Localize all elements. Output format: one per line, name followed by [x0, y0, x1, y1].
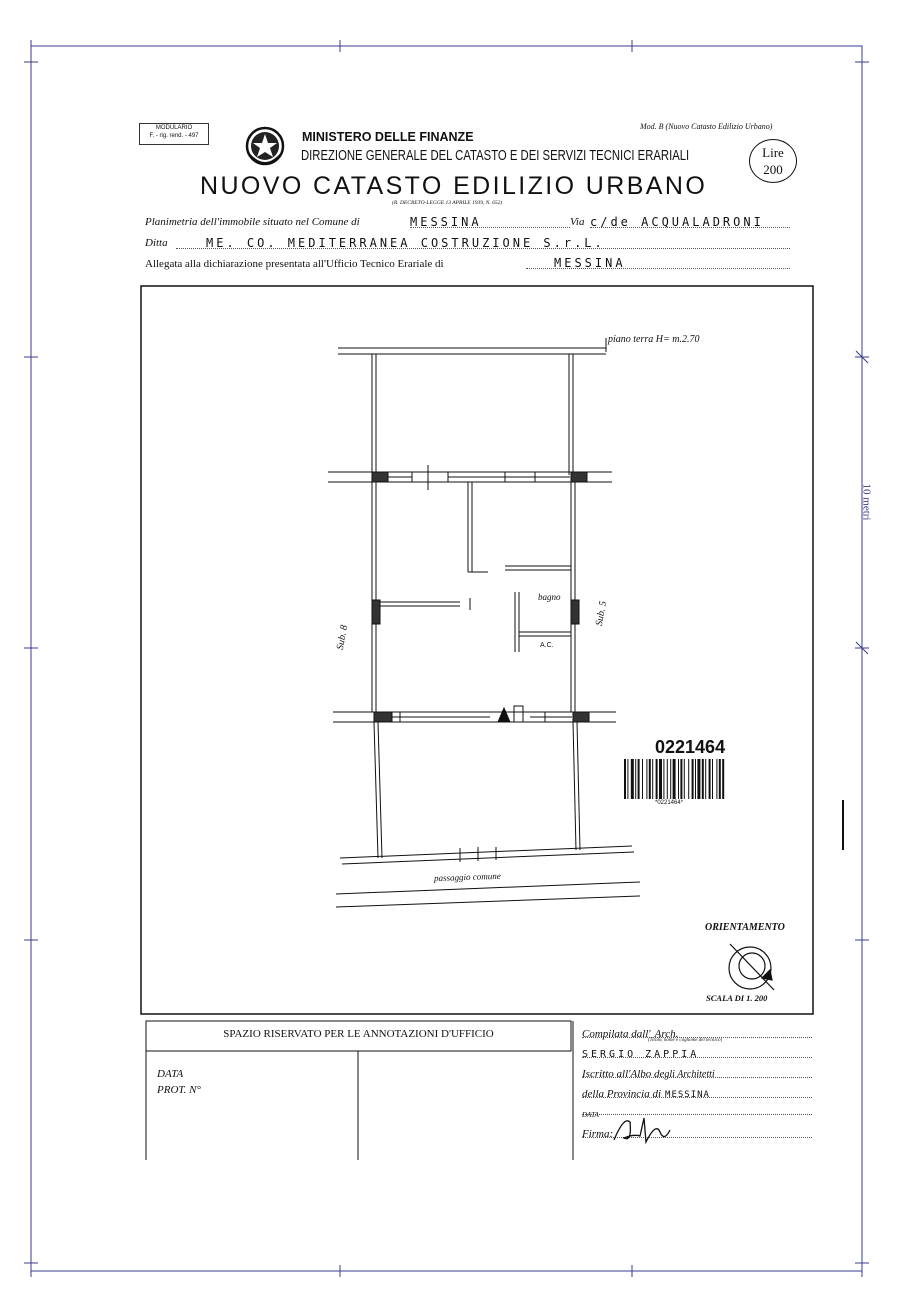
prot-label: PROT. N°	[157, 1084, 201, 1096]
data2-label: DATA	[582, 1111, 599, 1119]
data-label: DATA	[157, 1068, 184, 1080]
barcode-bar	[709, 759, 711, 799]
iscritto-label: Iscritto all'Albo de	[582, 1068, 665, 1080]
modulario-code: F. - rig. rend. - 497	[149, 133, 199, 139]
barcode-bar	[702, 759, 704, 799]
barcode-bar	[659, 759, 662, 799]
reserved-space-title: SPAZIO RISERVATO PER LE ANNOTAZIONI D'UFFICIO	[223, 1028, 494, 1040]
floor-note: piano terra H= m.2.70	[608, 334, 700, 345]
barcode-bar	[652, 759, 653, 799]
barcode-bar	[656, 759, 658, 799]
ditta-line	[176, 234, 790, 249]
barcode-bar	[649, 759, 651, 799]
republic-emblem-icon	[243, 124, 287, 170]
footer-boxes	[146, 1021, 573, 1160]
page-title: NUOVO CATASTO EDILIZIO URBANO	[200, 172, 708, 200]
barcode-bar	[624, 759, 626, 799]
iscritto-value: gli Architetti	[664, 1069, 715, 1080]
provincia-line	[582, 1084, 812, 1098]
provincia-value: MESSINA	[665, 1090, 710, 1100]
barcode-bar	[670, 759, 671, 799]
barcode-number: 0221464	[655, 737, 726, 757]
compilata-value: Arch.	[654, 1028, 679, 1040]
room-ac: A.C.	[540, 642, 554, 649]
modulario-label: MODULARIO	[155, 125, 193, 131]
via-line	[590, 213, 790, 228]
barcode-bar	[688, 759, 689, 799]
barcode-bar	[631, 759, 634, 799]
sub-left-label: Sub. 8	[334, 624, 351, 651]
barcode-bar	[673, 759, 676, 799]
stamp-currency: Lire	[762, 145, 784, 160]
barcode-bar	[642, 759, 643, 799]
room-bagno: bagno	[538, 592, 561, 602]
barcode-bar	[705, 759, 706, 799]
ministry-title: MINISTERO DELLE FINANZE	[302, 130, 474, 144]
comune-line	[410, 213, 570, 228]
mod-b-label: Mod. B (Nuovo Catasto Edilizio Urbano)	[640, 122, 773, 131]
barcode-bar	[716, 759, 717, 799]
provincia-label: della Provincia di	[582, 1088, 662, 1100]
drawing-panel	[141, 286, 813, 1014]
direction-title: DIREZIONE GENERALE DEL CATASTO E DEI SERVIZI TECNICI ERARIALI	[301, 148, 690, 164]
orientation-label: ORIENTAMENTO	[705, 922, 785, 933]
comune-value: MESSINA	[410, 215, 482, 229]
decree-reference: (R. DECRETO-LEGGE 13 APRILE 1939, N. 652)	[392, 200, 503, 206]
tecnico-line	[582, 1044, 812, 1058]
barcode-small-number: *0221464*	[655, 800, 684, 806]
ufficio-label: Allegata alla dichiarazione presentata all'Ufficio Tecnico Erariale di	[145, 258, 444, 270]
barcode	[624, 759, 724, 799]
tax-stamp	[749, 139, 797, 183]
barcode-bar	[684, 759, 685, 799]
barcode-bar	[667, 759, 668, 799]
ufficio-line	[526, 254, 790, 269]
scale-bar-label: 10 metri	[860, 483, 873, 521]
via-value: c/de ACQUALADRONI	[590, 215, 764, 229]
barcode-bar	[635, 759, 636, 799]
passage-label: passaggio comune	[433, 870, 501, 884]
barcode-bar	[697, 759, 700, 799]
ufficio-value: MESSINA	[554, 256, 626, 270]
ditta-value: ME. CO. MEDITERRANEA COSTRUZIONE S.r.L.	[206, 236, 605, 250]
tecnico-name: SERGIO ZAPPIA	[582, 1049, 700, 1060]
barcode-bar	[722, 759, 724, 799]
barcode-bar	[663, 759, 664, 799]
barcode-bar	[712, 759, 713, 799]
iscritto-line	[582, 1064, 812, 1078]
ditta-label: Ditta	[145, 237, 168, 249]
barcode-bar	[638, 759, 640, 799]
compilata-line	[582, 1024, 812, 1038]
scale-label: SCALA DI 1. 200	[706, 993, 768, 1003]
barcode-bar	[695, 759, 696, 799]
firma-label: Firma:	[582, 1128, 614, 1140]
via-label: Via	[570, 216, 585, 228]
barcode-bar	[719, 759, 721, 799]
barcode-bar	[692, 759, 694, 799]
compilata-note: (Titolo, nome e cognome del tecnico)	[648, 1038, 723, 1043]
barcode-bar	[678, 759, 679, 799]
barcode-bar	[646, 759, 647, 799]
stamp-value: 200	[763, 162, 783, 177]
comune-label: Planimetria dell'immobile situato nel Comune di	[145, 216, 360, 228]
signature-icon	[610, 1112, 680, 1148]
modulario-box	[139, 123, 209, 145]
compass-icon	[729, 944, 774, 990]
sub-right-label: Sub. 5	[593, 600, 610, 627]
barcode-bar	[627, 759, 628, 799]
compilata-label: Compilata dall'	[582, 1028, 651, 1040]
barcode-bar	[680, 759, 682, 799]
